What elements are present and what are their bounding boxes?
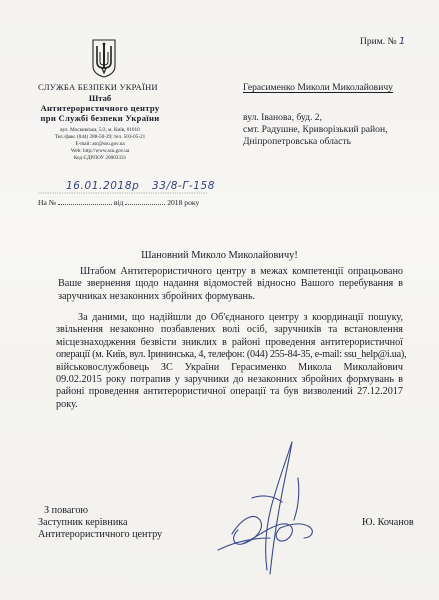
handwritten-number: 33/8-Г-158: [152, 180, 216, 192]
reference-no-label: На №: [38, 198, 56, 207]
paragraph-line: операції (м. Київ, вул. Ірининська, 4, телефон: (044) 255-84-35, e-mail: ssu_help@i.ua),: [56, 349, 407, 361]
paragraph-line: звільнення незаконно позбавлених волі осіб, заручників та встановлення: [56, 324, 403, 336]
contact-web: Web: http://www.ssu.gov.ua: [70, 148, 130, 154]
reference-no-blank: [58, 197, 112, 205]
closing-regards: З повагою: [44, 505, 89, 516]
date-underline: [38, 192, 208, 194]
staff-subtitle-2: при Службі безпеки України: [40, 113, 160, 123]
contact-edrpou: Код ЄДРПОУ 20003331: [73, 155, 127, 161]
org-name: СЛУЖБА БЕЗПЕКИ УКРАЇНИ: [38, 82, 158, 92]
paragraph-line: Штабом Антитерористичного центру в межах компетенції опрацьовано: [80, 266, 403, 277]
reference-from-label: від: [113, 198, 124, 207]
paragraph-line: 09.02.2015 року потрапив у заручники до незаконних збройних формувань в: [56, 374, 403, 386]
paragraph-2: [56, 312, 407, 411]
reference-line: [38, 197, 199, 207]
signer-position-2: Антитерористичного центру: [38, 529, 163, 540]
handwritten-signature: [212, 438, 324, 580]
paragraph-line: місцезнаходження безвісти зниклих в районі проведення антитерористичної: [56, 336, 403, 348]
contact-address: вул. Московська, 5/2, м. Київ, 01010: [60, 127, 140, 133]
paragraph-1: [58, 266, 403, 303]
reference-date-blank: [125, 197, 165, 205]
paragraph-line: районі проведення антитерористичної операції та був визволений 27.12.2017: [56, 386, 403, 398]
recipient-address-line: Дніпропетровська область: [243, 136, 351, 147]
attachment-mark: [360, 36, 405, 47]
attachment-number: 1: [398, 36, 406, 47]
greeting: Шановний Миколо Миколайовичу!: [141, 250, 298, 261]
paragraph-line: військовослужбовець ЗС України Герасименко Микола Миколайович: [56, 361, 403, 373]
handwritten-date: 16.01.2018р: [66, 180, 140, 192]
paragraph-line: заручниках незаконних збройних формувань.: [58, 290, 256, 302]
paragraph-line: року.: [56, 398, 78, 410]
paragraph-line: За даними, що надійшли до Об'єднаного центру з координації пошуку,: [78, 312, 403, 323]
staff-title: Штаб: [88, 93, 112, 103]
reference-year-label: 2018 року: [167, 198, 200, 207]
staff-subtitle-1: Антитерористичного центру: [40, 103, 160, 113]
signer-name: Ю. Кочанов: [362, 517, 414, 528]
attachment-prefix: Прим. №: [360, 37, 397, 47]
trident-emblem-icon: [90, 38, 118, 78]
signer-position-1: Заступник керівника: [38, 517, 128, 528]
recipient-name: Герасименко Миколи Миколайовичу: [243, 82, 393, 93]
contact-email: E-mail: atc@ssu.gov.ua: [75, 141, 125, 147]
contact-phone: Тел./факс (044) 288-50-29; тел. 503-05-21: [54, 134, 146, 140]
paragraph-line: Ваше звернення щодо надання відомостей відносно Вашого перебування в: [58, 278, 403, 290]
recipient-address-line: вул. Іванова, буд. 2,: [243, 112, 322, 123]
recipient-address-line: смт. Радушне, Криворізький район,: [243, 124, 388, 135]
